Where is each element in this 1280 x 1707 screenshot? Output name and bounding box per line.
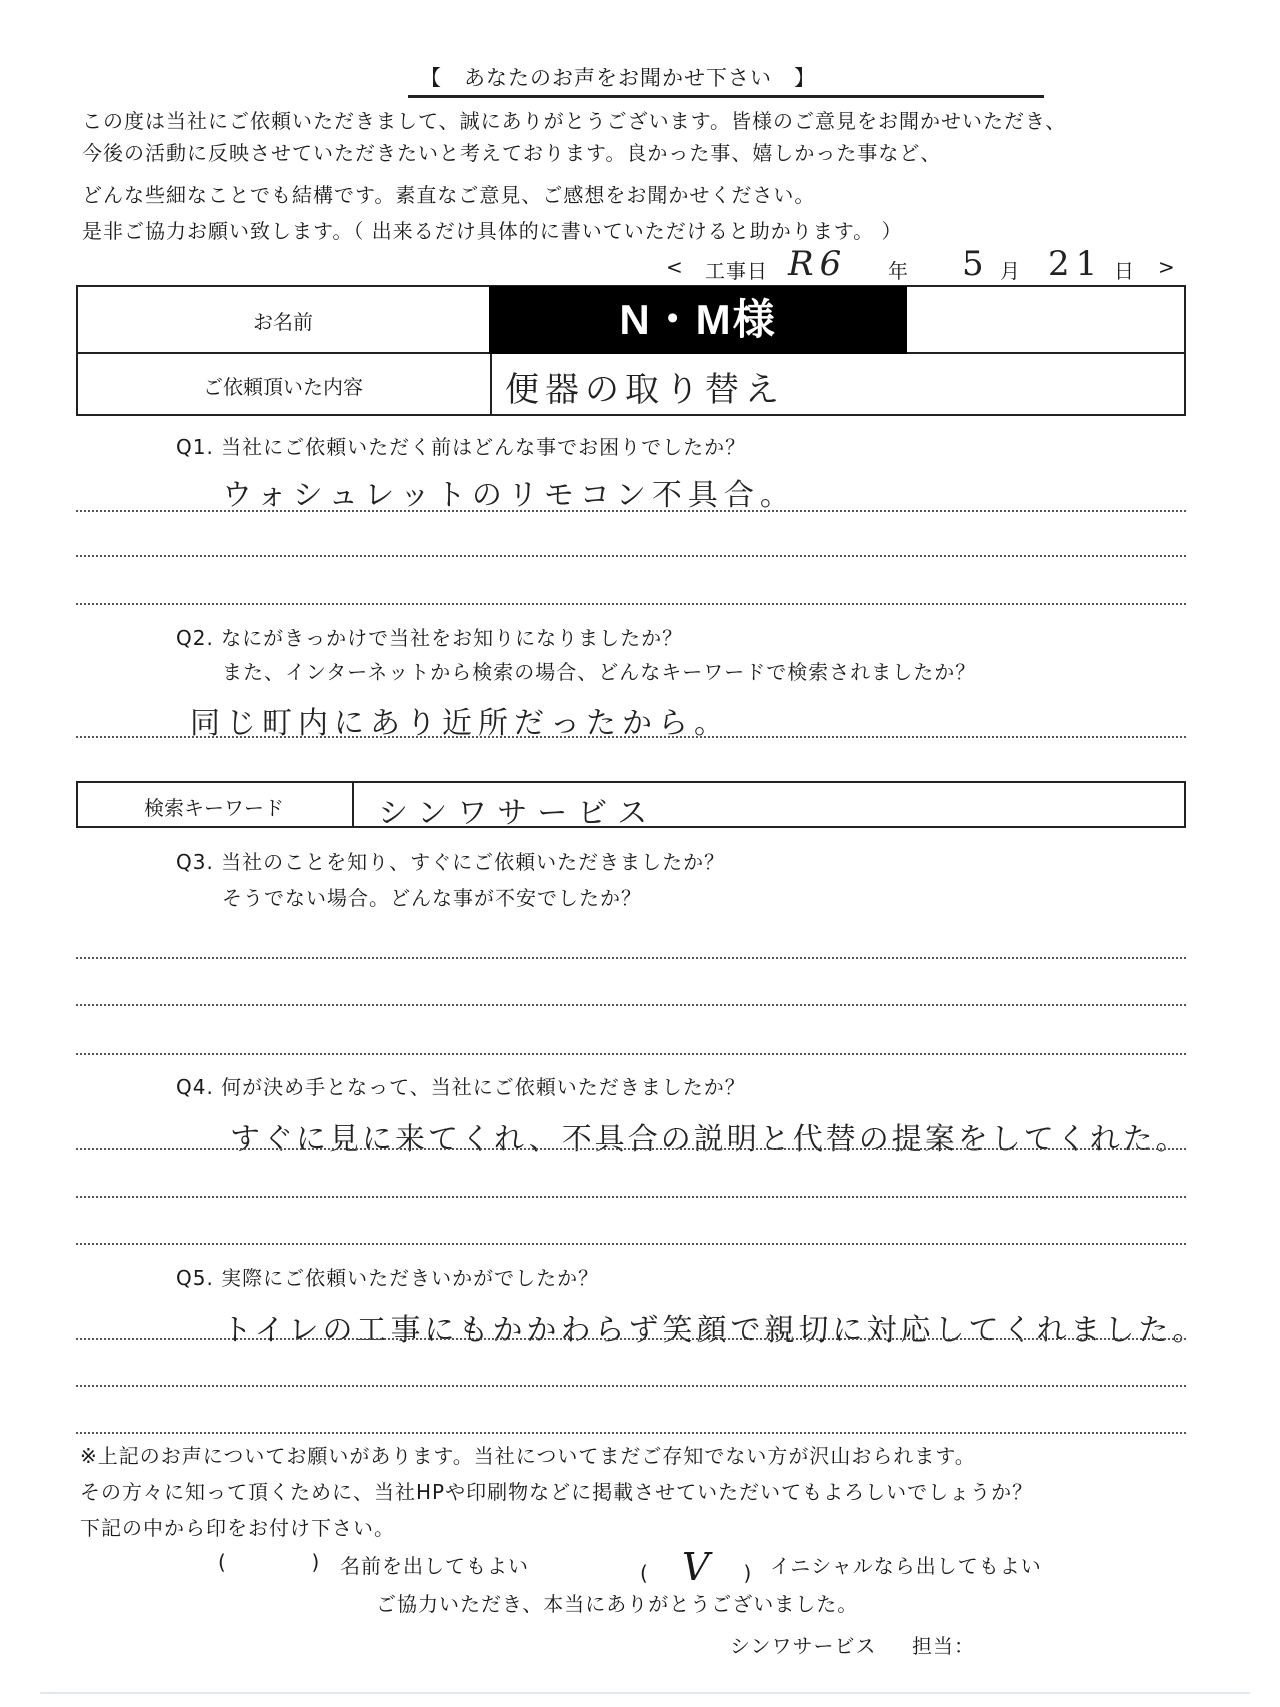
- page-title: 【 あなたのお声をお聞かせ下さい 】: [420, 66, 816, 90]
- q4-answer-line-2: [76, 1196, 1186, 1198]
- q4-question: Q4. 何が決め手となって、当社にご依頼いただきましたか？: [176, 1075, 746, 1099]
- option-initial-paren-open: (: [640, 1561, 649, 1585]
- date-era-value: R6: [788, 244, 848, 284]
- date-open-bracket: <: [666, 255, 684, 279]
- date-day-unit: 日: [1114, 259, 1135, 283]
- q2-answer: 同じ町内にあり近所だったから。: [190, 706, 730, 741]
- keyword-table-col-divider: [352, 781, 354, 828]
- option-name-paren-close: ): [311, 1550, 321, 1574]
- intro-line-1: この度は当社にご依頼いただきまして、誠にありがとうございます。皆様のご意見をお聞かせいただき、: [82, 109, 1067, 133]
- notice-line-3: 下記の中から印をお付け下さい。: [80, 1516, 395, 1540]
- q5-question: Q5. 実際にご依頼いただきいかがでしたか？: [176, 1266, 600, 1290]
- q5-answer-line-2: [76, 1385, 1186, 1387]
- page-bottom-edge: [40, 1692, 1250, 1694]
- q3-answer-line-2: [76, 1004, 1186, 1006]
- title-underline: [408, 95, 1044, 98]
- option-initial-label: イニシャルなら出してもよい: [770, 1554, 1042, 1578]
- q4-answer: すぐに見に来てくれ、不具合の説明と代替の提案をしてくれた。: [230, 1122, 1189, 1157]
- q5-answer-line-3: [76, 1432, 1186, 1434]
- q3-answer-line-1: [76, 957, 1186, 959]
- q2-answer-line: [76, 736, 1186, 738]
- keyword-value: シンワサービス: [378, 796, 658, 831]
- option-initial-mark: V: [681, 1545, 711, 1589]
- notice-line-2: その方々に知って頂くために、当社HPや印刷物などに掲載させていただいてもよろしいでしょうか？: [80, 1480, 1034, 1504]
- option-name-checkbox[interactable]: [218, 1550, 328, 1574]
- q3-answer-line-3: [76, 1053, 1186, 1055]
- q2-question: Q2. なにがきっかけで当社をお知りになりましたか？: [176, 626, 684, 650]
- thanks-message: ご協力いただき、本当にありがとうございました。: [376, 1592, 859, 1616]
- intro-line-3: どんな些細なことでも結構です。素直なご意見、ご感想をお聞かせください。: [82, 183, 816, 207]
- staff-label: 担当：: [912, 1634, 975, 1658]
- date-year-unit: 年: [888, 259, 909, 283]
- intro-line-2: 今後の活動に反映させていただきたいと考えております。良かった事、嬉しかった事など、: [82, 141, 942, 165]
- date-close-bracket: >: [1158, 255, 1176, 279]
- q5-answer: トイレの工事にもかかわらず笑顔で親切に対応してくれました。: [222, 1313, 1207, 1348]
- keyword-label: 検索キーワード: [144, 796, 284, 820]
- name-value: N・M様: [489, 286, 907, 354]
- date-month-value: 5: [962, 244, 990, 284]
- date-day-value: 21: [1048, 244, 1104, 284]
- q2-subquestion: また、インターネットから検索の場合、どんなキーワードで検索されましたか？: [222, 660, 977, 684]
- q4-answer-line-3: [76, 1243, 1186, 1245]
- date-label: 工事日: [705, 259, 768, 283]
- q1-answer: ウォシュレットのリモコン不具合。: [222, 478, 796, 513]
- q3-subquestion: そうでない場合。どんな事が不安でしたか？: [222, 886, 642, 910]
- q5-answer-line-1: [76, 1338, 1186, 1340]
- request-value: 便器の取り替え: [505, 370, 785, 410]
- notice-line-1: ※上記のお声についてお願いがあります。当社についてまだご存知でない方が沢山おられます。: [80, 1444, 976, 1468]
- request-label: ご依頼頂いた内容: [203, 375, 363, 399]
- q1-answer-line-1: [76, 510, 1186, 512]
- q4-answer-line-1: [76, 1148, 1186, 1150]
- q3-question: Q3. 当社のことを知り、すぐにご依頼いただきましたか？: [176, 850, 726, 874]
- name-label: お名前: [253, 310, 313, 334]
- company-name: シンワサービス: [730, 1634, 877, 1658]
- q1-answer-line-3: [76, 603, 1186, 605]
- q1-question: Q1. 当社にご依頼いただく前はどんな事でお困りでしたか？: [176, 435, 747, 459]
- date-month-unit: 月: [1000, 259, 1021, 283]
- q1-answer-line-2: [76, 555, 1186, 557]
- option-initial-paren-close: ): [743, 1561, 753, 1585]
- option-initial-checkbox[interactable]: [640, 1545, 760, 1589]
- intro-line-4: 是非ご協力お願い致します。（ 出来るだけ具体的に書いていただけると助かります。 ）: [82, 219, 903, 243]
- option-name-label: 名前を出してもよい: [340, 1554, 529, 1578]
- option-name-paren-open: (: [218, 1550, 227, 1574]
